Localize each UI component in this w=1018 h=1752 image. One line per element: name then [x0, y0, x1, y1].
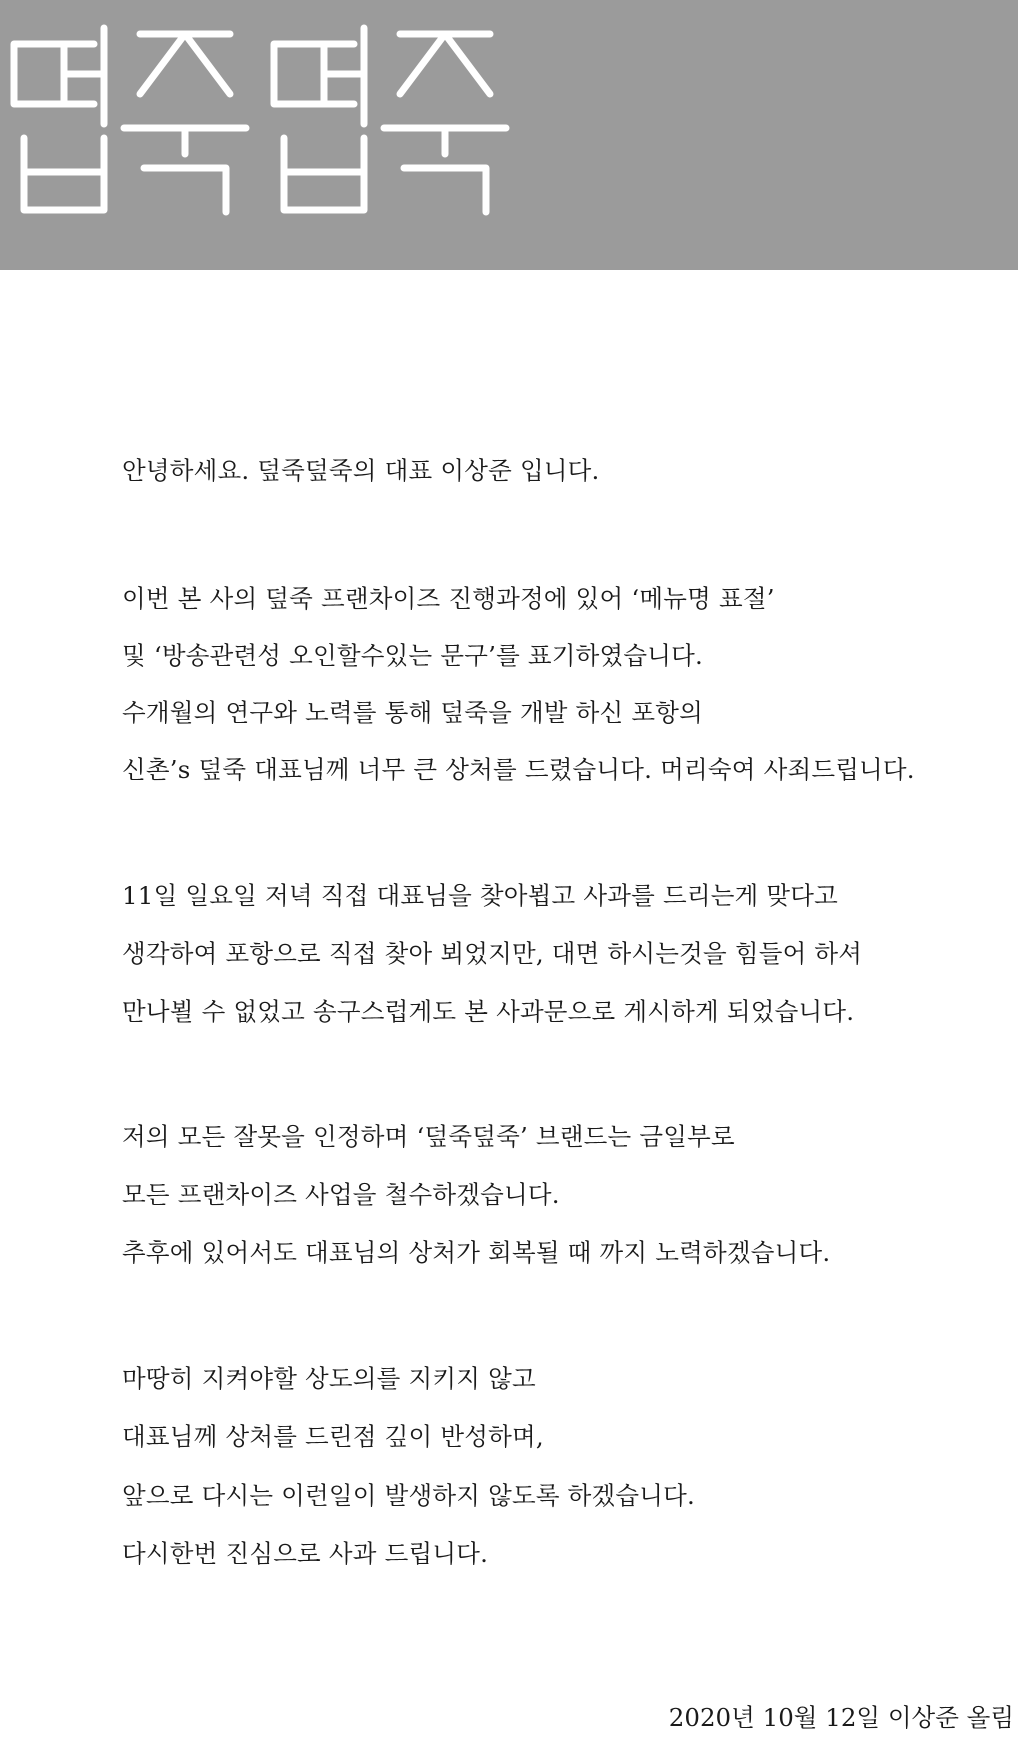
letter-line: 및 ‘방송관련성 오인할수있는 문구’를 표기하였습니다. — [122, 641, 703, 670]
letter-line: 11일 일요일 저녁 직접 대표님을 찾아뵙고 사과를 드리는게 맞다고 — [122, 881, 839, 910]
letter-line: 마땅히 지켜야할 상도의를 지키지 않고 — [122, 1364, 536, 1393]
letter-line: 이번 본 사의 덮죽 프랜차이즈 진행과정에 있어 ‘메뉴명 표절’ — [122, 584, 775, 613]
letter-line: 앞으로 다시는 이런일이 발생하지 않도록 하겠습니다. — [122, 1481, 695, 1510]
letter-line: 생각하여 포항으로 직접 찾아 뵈었지만, 대면 하시는것을 힘들어 하셔 — [122, 939, 863, 968]
letter-line: 대표님께 상처를 드린점 깊이 반성하며, — [122, 1422, 544, 1451]
letter-line: 추후에 있어서도 대표님의 상처가 회복될 때 까지 노력하겠습니다. — [122, 1238, 831, 1267]
letter-line: 안녕하세요. 덮죽덮죽의 대표 이상준 입니다. — [122, 456, 600, 485]
signature: 2020년 10월 12일 이상준 올림 — [668, 1703, 1014, 1732]
letter-line: 수개월의 연구와 노력를 통해 덮죽을 개발 하신 포항의 — [122, 698, 703, 727]
letter-line: 다시한번 진심으로 사과 드립니다. — [122, 1539, 489, 1568]
letter-line: 저의 모든 잘못을 인정하며 ‘덮죽덮죽’ 브랜드는 금일부로 — [122, 1122, 735, 1151]
letter-line: 모든 프랜차이즈 사업을 철수하겠습니다. — [122, 1180, 560, 1209]
letter-line: 신촌’s 덮죽 대표님께 너무 큰 상처를 드렸습니다. 머리숙여 사죄드립니다. — [122, 755, 915, 784]
letter-line: 만나뵐 수 없었고 송구스럽게도 본 사과문으로 게시하게 되었습니다. — [122, 997, 855, 1026]
